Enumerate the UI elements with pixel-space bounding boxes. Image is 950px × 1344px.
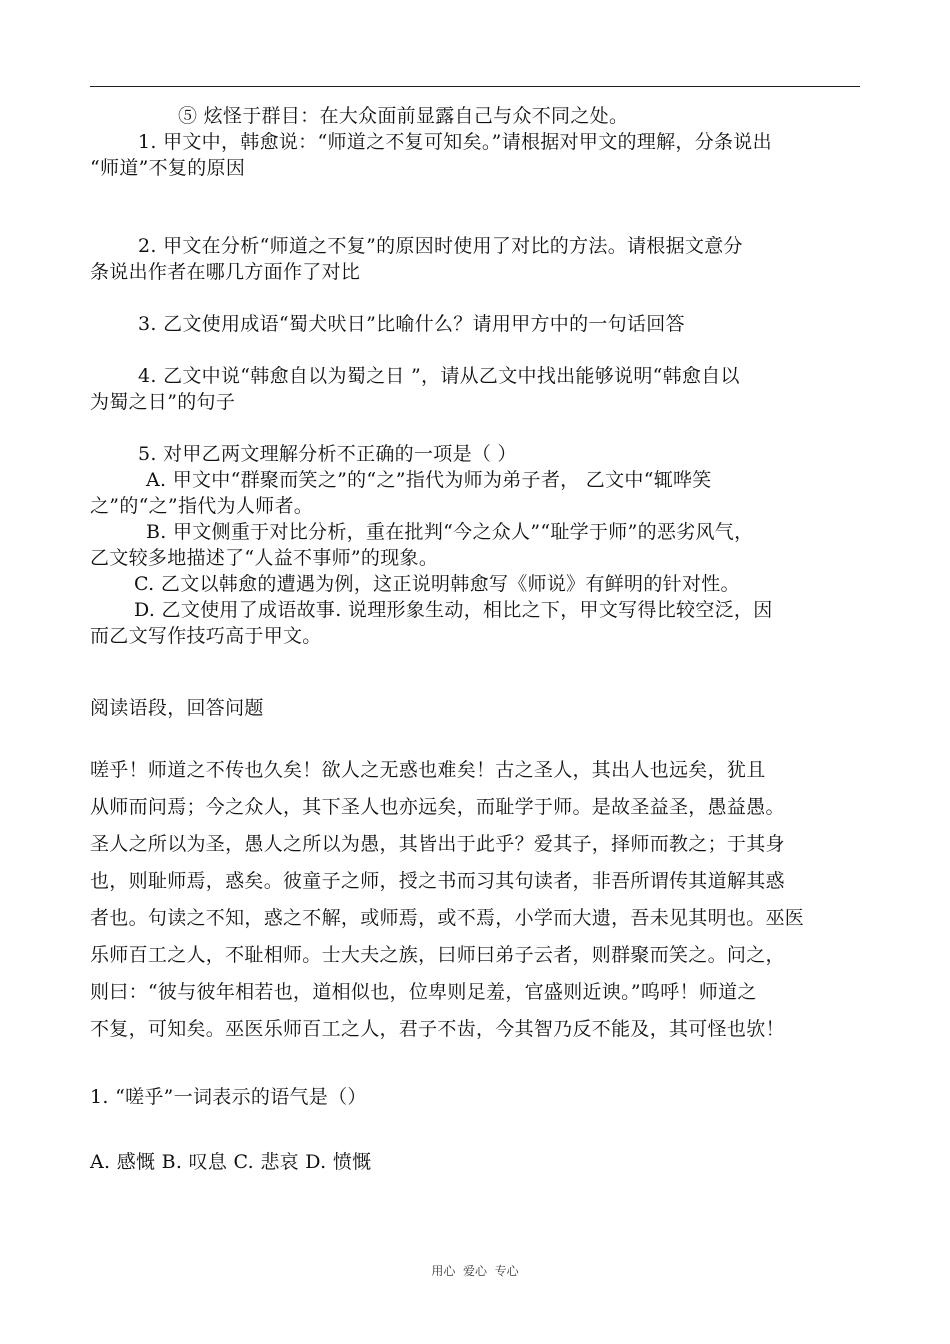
option-c: C. 乙文以韩愈的遭遇为例，这正说明韩愈写《师说》有鲜明的针对性。 (134, 573, 740, 595)
question-2-line-1: 2. 甲文在分析“师道之不复”的原因时使用了对比的方法。请根据文意分 (138, 235, 743, 257)
passage-line: 乐师百工之人，不耻相师。士大夫之族，曰师曰弟子云者，则群聚而笑之。问之， (90, 944, 785, 966)
passage-line: 也，则耻师焉，惑矣。彼童子之师，授之书而习其句读者，非吾所谓传其道解其惑 (90, 870, 785, 892)
option-b-line-1: B. 甲文侧重于对比分析，重在批判“今之众人”“耻学于师”的恶劣风气， (146, 521, 754, 543)
passage-line: 圣人之所以为圣，愚人之所以为愚，其皆出于此乎？爱其子，择师而教之；于其身 (90, 833, 785, 855)
passage-line: 则曰：“彼与彼年相若也，道相似也，位卑则足羞，官盛则近谀。”呜呼！师道之 (90, 981, 757, 1003)
question-5: 5. 对甲乙两文理解分析不正确的一项是（ ） (138, 443, 517, 465)
passage-line: 者也。句读之不知，惑之不解，或师焉，或不焉，小学而大遗，吾未见其明也。巫医 (90, 907, 805, 929)
question-1-line-2: “师道”不复的原因 (90, 157, 246, 179)
question-4-line-1: 4. 乙文中说“韩愈自以为蜀之日 ”，请从乙文中找出能够说明“韩愈自以 (138, 365, 740, 387)
annotation-5: ⑤ 炫怪于群目：在大众面前显露自己与众不同之处。 (178, 105, 629, 127)
section-title: 阅读语段，回答问题 (90, 697, 264, 719)
option-a-line-2: 之”的“之”指代为人师者。 (90, 495, 314, 517)
option-d-line-2: 而乙文写作技巧高于甲文。 (90, 625, 322, 647)
header-rule (90, 86, 860, 87)
page-footer: 用心 爱心 专心 (431, 1264, 519, 1278)
option-b-line-2: 乙文较多地描述了“人益不事师”的现象。 (90, 547, 439, 569)
question-1-line-1: 1. 甲文中，韩愈说：“师道之不复可知矣。”请根据对甲文的理解，分条说出 (138, 131, 772, 153)
final-question: 1. “嗟乎”一词表示的语气是（） (90, 1086, 367, 1108)
question-3: 3. 乙文使用成语“蜀犬吠日”比喻什么？请用甲方中的一句话回答 (138, 313, 685, 335)
passage-line: 不复，可知矣。巫医乐师百工之人，君子不齿，今其智乃反不能及，其可怪也欤！ (90, 1018, 785, 1040)
passage-line: 从师而问焉；今之众人，其下圣人也亦远矣，而耻学于师。是故圣益圣，愚益愚。 (90, 796, 785, 818)
question-4-line-2: 为蜀之日”的句子 (90, 391, 236, 413)
final-options: A. 感慨 B. 叹息 C. 悲哀 D. 愤慨 (90, 1151, 372, 1173)
option-a-line-1: A. 甲文中“群聚而笑之”的“之”指代为师为弟子者， 乙文中“辄哗笑 (146, 469, 712, 491)
passage-line: 嗟乎！师道之不传也久矣！欲人之无惑也难矣！古之圣人，其出人也远矣，犹且 (90, 759, 766, 781)
question-2-line-2: 条说出作者在哪几方面作了对比 (90, 261, 361, 283)
option-d-line-1: D. 乙文使用了成语故事. 说理形象生动，相比之下，甲文写得比较空泛，因 (134, 599, 773, 621)
